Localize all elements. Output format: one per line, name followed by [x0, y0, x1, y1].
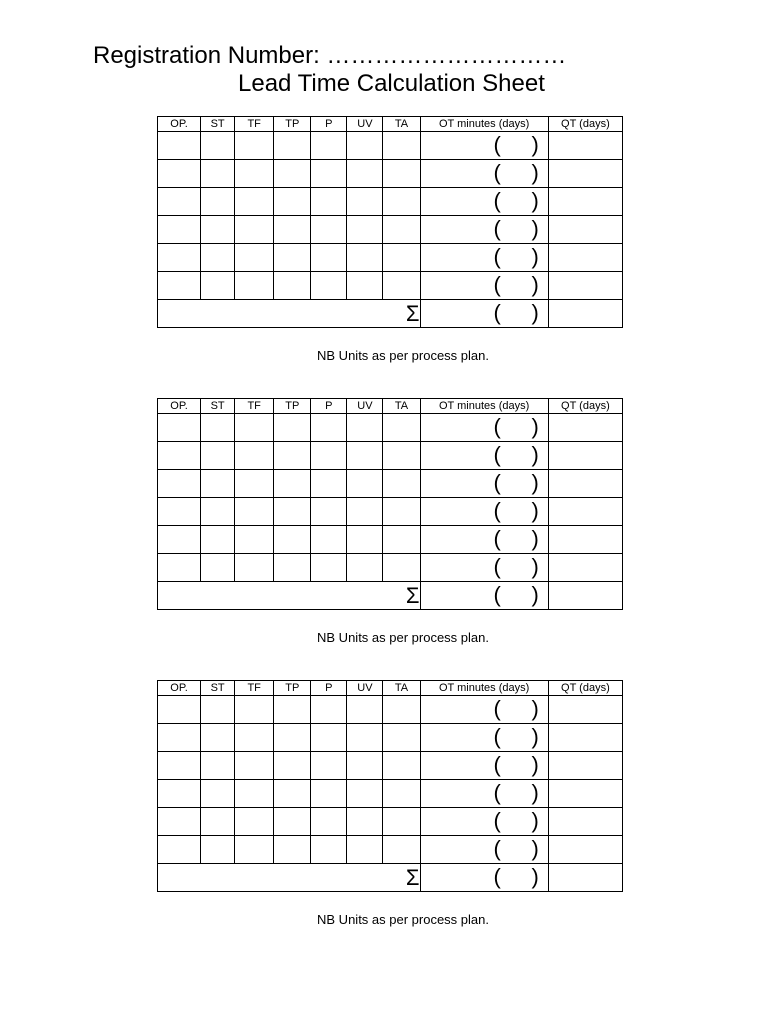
table-cell[interactable]	[235, 696, 274, 724]
table-cell[interactable]	[311, 470, 347, 498]
table-cell[interactable]	[420, 442, 548, 470]
column-header: ST	[201, 399, 235, 414]
table-cell[interactable]	[311, 132, 347, 160]
close-paren: )	[531, 864, 539, 889]
table-cell[interactable]	[158, 696, 201, 724]
table-cell[interactable]	[383, 696, 420, 724]
column-header: OT minutes (days)	[420, 681, 548, 696]
table-cell[interactable]	[420, 752, 548, 780]
total-qt-cell[interactable]	[548, 582, 622, 610]
table-row	[158, 498, 623, 526]
column-header: OP.	[158, 681, 201, 696]
table-cell[interactable]	[201, 526, 235, 554]
table-cell[interactable]	[158, 216, 201, 244]
table-cell[interactable]	[158, 526, 201, 554]
table-cell[interactable]	[235, 414, 274, 442]
table-cell[interactable]	[548, 132, 622, 160]
table-cell[interactable]	[383, 526, 420, 554]
column-header: TA	[383, 681, 420, 696]
table-cell[interactable]	[420, 696, 548, 724]
table-cell[interactable]	[548, 160, 622, 188]
open-paren: (	[493, 780, 501, 805]
table-cell[interactable]	[274, 526, 311, 554]
table-row	[158, 780, 623, 808]
table-cell[interactable]	[383, 470, 420, 498]
table-cell[interactable]	[235, 132, 274, 160]
table-cell[interactable]	[311, 244, 347, 272]
table-cell[interactable]	[420, 160, 548, 188]
open-paren: (	[493, 554, 501, 579]
table-cell[interactable]	[420, 836, 548, 864]
table-cell[interactable]	[201, 808, 235, 836]
registration-number-label: Registration Number: …………………………	[93, 42, 567, 69]
open-paren: (	[493, 752, 501, 777]
total-ot-cell[interactable]	[420, 864, 548, 892]
table-row	[158, 696, 623, 724]
close-paren: )	[531, 272, 539, 297]
table-cell[interactable]	[347, 554, 383, 582]
close-paren: )	[531, 300, 539, 325]
table-cell[interactable]	[347, 836, 383, 864]
table-row	[158, 132, 623, 160]
table-cell[interactable]	[201, 272, 235, 300]
open-paren: (	[493, 414, 501, 439]
column-header: TP	[274, 399, 311, 414]
column-header: TF	[235, 399, 274, 414]
table-cell[interactable]	[158, 780, 201, 808]
table-cell[interactable]	[420, 216, 548, 244]
table-cell[interactable]	[347, 188, 383, 216]
table-cell[interactable]	[201, 132, 235, 160]
table-cell[interactable]	[383, 272, 420, 300]
table-row	[158, 216, 623, 244]
close-paren: )	[531, 696, 539, 721]
table-row	[158, 526, 623, 554]
column-header: P	[311, 399, 347, 414]
table-cell[interactable]	[201, 554, 235, 582]
table-cell[interactable]	[158, 724, 201, 752]
table-cell[interactable]	[548, 724, 622, 752]
sum-row	[158, 582, 623, 610]
close-paren: )	[531, 582, 539, 607]
table-cell[interactable]	[274, 554, 311, 582]
open-paren: (	[493, 836, 501, 861]
table-cell[interactable]	[274, 836, 311, 864]
table-row	[158, 244, 623, 272]
table-row	[158, 554, 623, 582]
table-cell[interactable]	[383, 188, 420, 216]
column-header: UV	[347, 681, 383, 696]
open-paren: (	[493, 526, 501, 551]
table-cell[interactable]	[383, 752, 420, 780]
open-paren: (	[493, 808, 501, 833]
table-cell[interactable]	[235, 836, 274, 864]
table-row	[158, 836, 623, 864]
table-cell[interactable]	[311, 554, 347, 582]
table-cell[interactable]	[347, 470, 383, 498]
table-cell[interactable]	[274, 414, 311, 442]
column-header: OT minutes (days)	[420, 117, 548, 132]
table-cell[interactable]	[274, 442, 311, 470]
open-paren: (	[493, 582, 501, 607]
table-cell[interactable]	[311, 724, 347, 752]
open-paren: (	[493, 442, 501, 467]
table-cell[interactable]	[347, 132, 383, 160]
table-cell[interactable]	[548, 696, 622, 724]
table-cell[interactable]	[420, 724, 548, 752]
table-cell[interactable]	[311, 752, 347, 780]
table-header-row	[158, 681, 623, 696]
table-cell[interactable]	[201, 442, 235, 470]
table-cell[interactable]	[311, 808, 347, 836]
table-cell[interactable]	[235, 526, 274, 554]
open-paren: (	[493, 272, 501, 297]
table-cell[interactable]	[347, 724, 383, 752]
open-paren: (	[493, 498, 501, 523]
table-cell[interactable]	[201, 244, 235, 272]
column-header: ST	[201, 681, 235, 696]
close-paren: )	[531, 132, 539, 157]
close-paren: )	[531, 836, 539, 861]
open-paren: (	[493, 244, 501, 269]
table-cell[interactable]	[311, 498, 347, 526]
close-paren: )	[531, 752, 539, 777]
table-cell[interactable]	[158, 188, 201, 216]
table-cell[interactable]	[311, 272, 347, 300]
table-cell[interactable]	[311, 780, 347, 808]
column-header: TA	[383, 399, 420, 414]
column-header: OT minutes (days)	[420, 399, 548, 414]
table-cell[interactable]	[274, 696, 311, 724]
table-cell[interactable]	[548, 188, 622, 216]
table-header-row	[158, 399, 623, 414]
table-cell[interactable]	[420, 526, 548, 554]
open-paren: (	[493, 188, 501, 213]
table-cell[interactable]	[158, 414, 201, 442]
table-cell[interactable]	[235, 188, 274, 216]
open-paren: (	[493, 132, 501, 157]
table-cell[interactable]	[420, 554, 548, 582]
table-cell[interactable]	[548, 216, 622, 244]
open-paren: (	[493, 864, 501, 889]
table-cell[interactable]	[158, 132, 201, 160]
column-header: P	[311, 117, 347, 132]
table-cell[interactable]	[158, 442, 201, 470]
table-cell[interactable]	[274, 724, 311, 752]
close-paren: )	[531, 780, 539, 805]
total-ot-cell[interactable]	[420, 300, 548, 328]
sum-symbol: Σ	[158, 300, 421, 328]
column-header: TP	[274, 681, 311, 696]
table-cell[interactable]	[201, 696, 235, 724]
table-cell[interactable]	[235, 808, 274, 836]
table-cell[interactable]	[347, 780, 383, 808]
column-header: QT (days)	[548, 117, 622, 132]
page-title: Lead Time Calculation Sheet	[238, 70, 545, 97]
table-cell[interactable]	[548, 272, 622, 300]
table-cell[interactable]	[274, 272, 311, 300]
table-cell[interactable]	[383, 442, 420, 470]
table-cell[interactable]	[383, 498, 420, 526]
total-ot-cell[interactable]	[420, 582, 548, 610]
table-cell[interactable]	[548, 808, 622, 836]
table-row	[158, 752, 623, 780]
table-cell[interactable]	[201, 836, 235, 864]
table-cell[interactable]	[158, 470, 201, 498]
table-cell[interactable]	[235, 724, 274, 752]
open-paren: (	[493, 216, 501, 241]
table-cell[interactable]	[201, 724, 235, 752]
column-header: QT (days)	[548, 681, 622, 696]
lead-time-table	[157, 116, 623, 328]
table-cell[interactable]	[158, 808, 201, 836]
total-qt-cell[interactable]	[548, 864, 622, 892]
table-cell[interactable]	[420, 780, 548, 808]
table-cell[interactable]	[420, 272, 548, 300]
table-cell[interactable]	[235, 442, 274, 470]
column-header: TF	[235, 681, 274, 696]
close-paren: )	[531, 470, 539, 495]
table-cell[interactable]	[548, 780, 622, 808]
sum-symbol: Σ	[158, 582, 421, 610]
table-cell[interactable]	[548, 414, 622, 442]
table-cell[interactable]	[383, 216, 420, 244]
table-cell[interactable]	[420, 244, 548, 272]
table-cell[interactable]	[420, 470, 548, 498]
table-row	[158, 808, 623, 836]
table-header-row	[158, 117, 623, 132]
table-row	[158, 272, 623, 300]
table-cell[interactable]	[158, 272, 201, 300]
table-cell[interactable]	[235, 752, 274, 780]
close-paren: )	[531, 442, 539, 467]
table-cell[interactable]	[201, 780, 235, 808]
table-cell[interactable]	[235, 470, 274, 498]
table-cell[interactable]	[158, 244, 201, 272]
table-cell[interactable]	[347, 272, 383, 300]
table-cell[interactable]	[274, 244, 311, 272]
table-row	[158, 414, 623, 442]
units-note: NB Units as per process plan.	[317, 630, 489, 645]
column-header: ST	[201, 117, 235, 132]
close-paren: )	[531, 526, 539, 551]
table-cell[interactable]	[347, 498, 383, 526]
column-header: TF	[235, 117, 274, 132]
column-header: TP	[274, 117, 311, 132]
open-paren: (	[493, 724, 501, 749]
table-cell[interactable]	[347, 244, 383, 272]
table-cell[interactable]	[235, 160, 274, 188]
table-cell[interactable]	[201, 216, 235, 244]
table-cell[interactable]	[201, 188, 235, 216]
table-cell[interactable]	[201, 414, 235, 442]
table-cell[interactable]	[201, 752, 235, 780]
table-cell[interactable]	[158, 160, 201, 188]
table-cell[interactable]	[383, 554, 420, 582]
table-cell[interactable]	[274, 808, 311, 836]
sum-symbol: Σ	[158, 864, 421, 892]
table-cell[interactable]	[383, 160, 420, 188]
table-cell[interactable]	[311, 414, 347, 442]
open-paren: (	[493, 470, 501, 495]
table-cell[interactable]	[158, 498, 201, 526]
table-cell[interactable]	[383, 780, 420, 808]
close-paren: )	[531, 498, 539, 523]
table-row	[158, 188, 623, 216]
close-paren: )	[531, 244, 539, 269]
total-qt-cell[interactable]	[548, 300, 622, 328]
close-paren: )	[531, 216, 539, 241]
close-paren: )	[531, 160, 539, 185]
table-cell[interactable]	[420, 132, 548, 160]
table-cell[interactable]	[383, 244, 420, 272]
column-header: UV	[347, 117, 383, 132]
table-cell[interactable]	[311, 188, 347, 216]
table-cell[interactable]	[274, 498, 311, 526]
column-header: QT (days)	[548, 399, 622, 414]
units-note: NB Units as per process plan.	[317, 912, 489, 927]
close-paren: )	[531, 724, 539, 749]
table-cell[interactable]	[235, 780, 274, 808]
table-cell[interactable]	[548, 526, 622, 554]
column-header: P	[311, 681, 347, 696]
close-paren: )	[531, 188, 539, 213]
table-cell[interactable]	[548, 836, 622, 864]
open-paren: (	[493, 300, 501, 325]
table-cell[interactable]	[347, 808, 383, 836]
close-paren: )	[531, 414, 539, 439]
table-cell[interactable]	[420, 808, 548, 836]
table-cell[interactable]	[548, 498, 622, 526]
lead-time-table	[157, 398, 623, 610]
table-cell[interactable]	[548, 752, 622, 780]
table-cell[interactable]	[347, 160, 383, 188]
table-cell[interactable]	[347, 414, 383, 442]
column-header: TA	[383, 117, 420, 132]
table-cell[interactable]	[158, 836, 201, 864]
table-cell[interactable]	[274, 160, 311, 188]
table-cell[interactable]	[420, 414, 548, 442]
table-cell[interactable]	[201, 498, 235, 526]
table-cell[interactable]	[235, 554, 274, 582]
units-note: NB Units as per process plan.	[317, 348, 489, 363]
table-cell[interactable]	[158, 752, 201, 780]
table-cell[interactable]	[311, 526, 347, 554]
table-cell[interactable]	[274, 216, 311, 244]
table-cell[interactable]	[548, 470, 622, 498]
table-cell[interactable]	[383, 414, 420, 442]
table-cell[interactable]	[235, 498, 274, 526]
table-cell[interactable]	[201, 470, 235, 498]
close-paren: )	[531, 554, 539, 579]
table-cell[interactable]	[383, 132, 420, 160]
table-cell[interactable]	[383, 724, 420, 752]
table-row	[158, 724, 623, 752]
table-cell[interactable]	[420, 498, 548, 526]
table-cell[interactable]	[235, 272, 274, 300]
table-cell[interactable]	[274, 780, 311, 808]
table-cell[interactable]	[201, 160, 235, 188]
table-row	[158, 442, 623, 470]
table-cell[interactable]	[235, 244, 274, 272]
table-cell[interactable]	[347, 526, 383, 554]
close-paren: )	[531, 808, 539, 833]
table-cell[interactable]	[347, 442, 383, 470]
table-cell[interactable]	[548, 554, 622, 582]
table-row	[158, 160, 623, 188]
table-cell[interactable]	[383, 836, 420, 864]
table-cell[interactable]	[311, 216, 347, 244]
table-cell[interactable]	[548, 442, 622, 470]
table-cell[interactable]	[274, 188, 311, 216]
table-cell[interactable]	[235, 216, 274, 244]
column-header: OP.	[158, 399, 201, 414]
table-cell[interactable]	[274, 470, 311, 498]
table-cell[interactable]	[347, 696, 383, 724]
table-cell[interactable]	[311, 160, 347, 188]
table-cell[interactable]	[274, 752, 311, 780]
sum-row	[158, 864, 623, 892]
column-header: UV	[347, 399, 383, 414]
table-cell[interactable]	[311, 696, 347, 724]
lead-time-table	[157, 680, 623, 892]
table-cell[interactable]	[311, 442, 347, 470]
table-row	[158, 470, 623, 498]
column-header: OP.	[158, 117, 201, 132]
open-paren: (	[493, 160, 501, 185]
open-paren: (	[493, 696, 501, 721]
table-cell[interactable]	[548, 244, 622, 272]
table-cell[interactable]	[311, 836, 347, 864]
table-cell[interactable]	[347, 752, 383, 780]
table-cell[interactable]	[158, 554, 201, 582]
table-cell[interactable]	[274, 132, 311, 160]
table-cell[interactable]	[347, 216, 383, 244]
table-cell[interactable]	[383, 808, 420, 836]
table-cell[interactable]	[420, 188, 548, 216]
sum-row	[158, 300, 623, 328]
